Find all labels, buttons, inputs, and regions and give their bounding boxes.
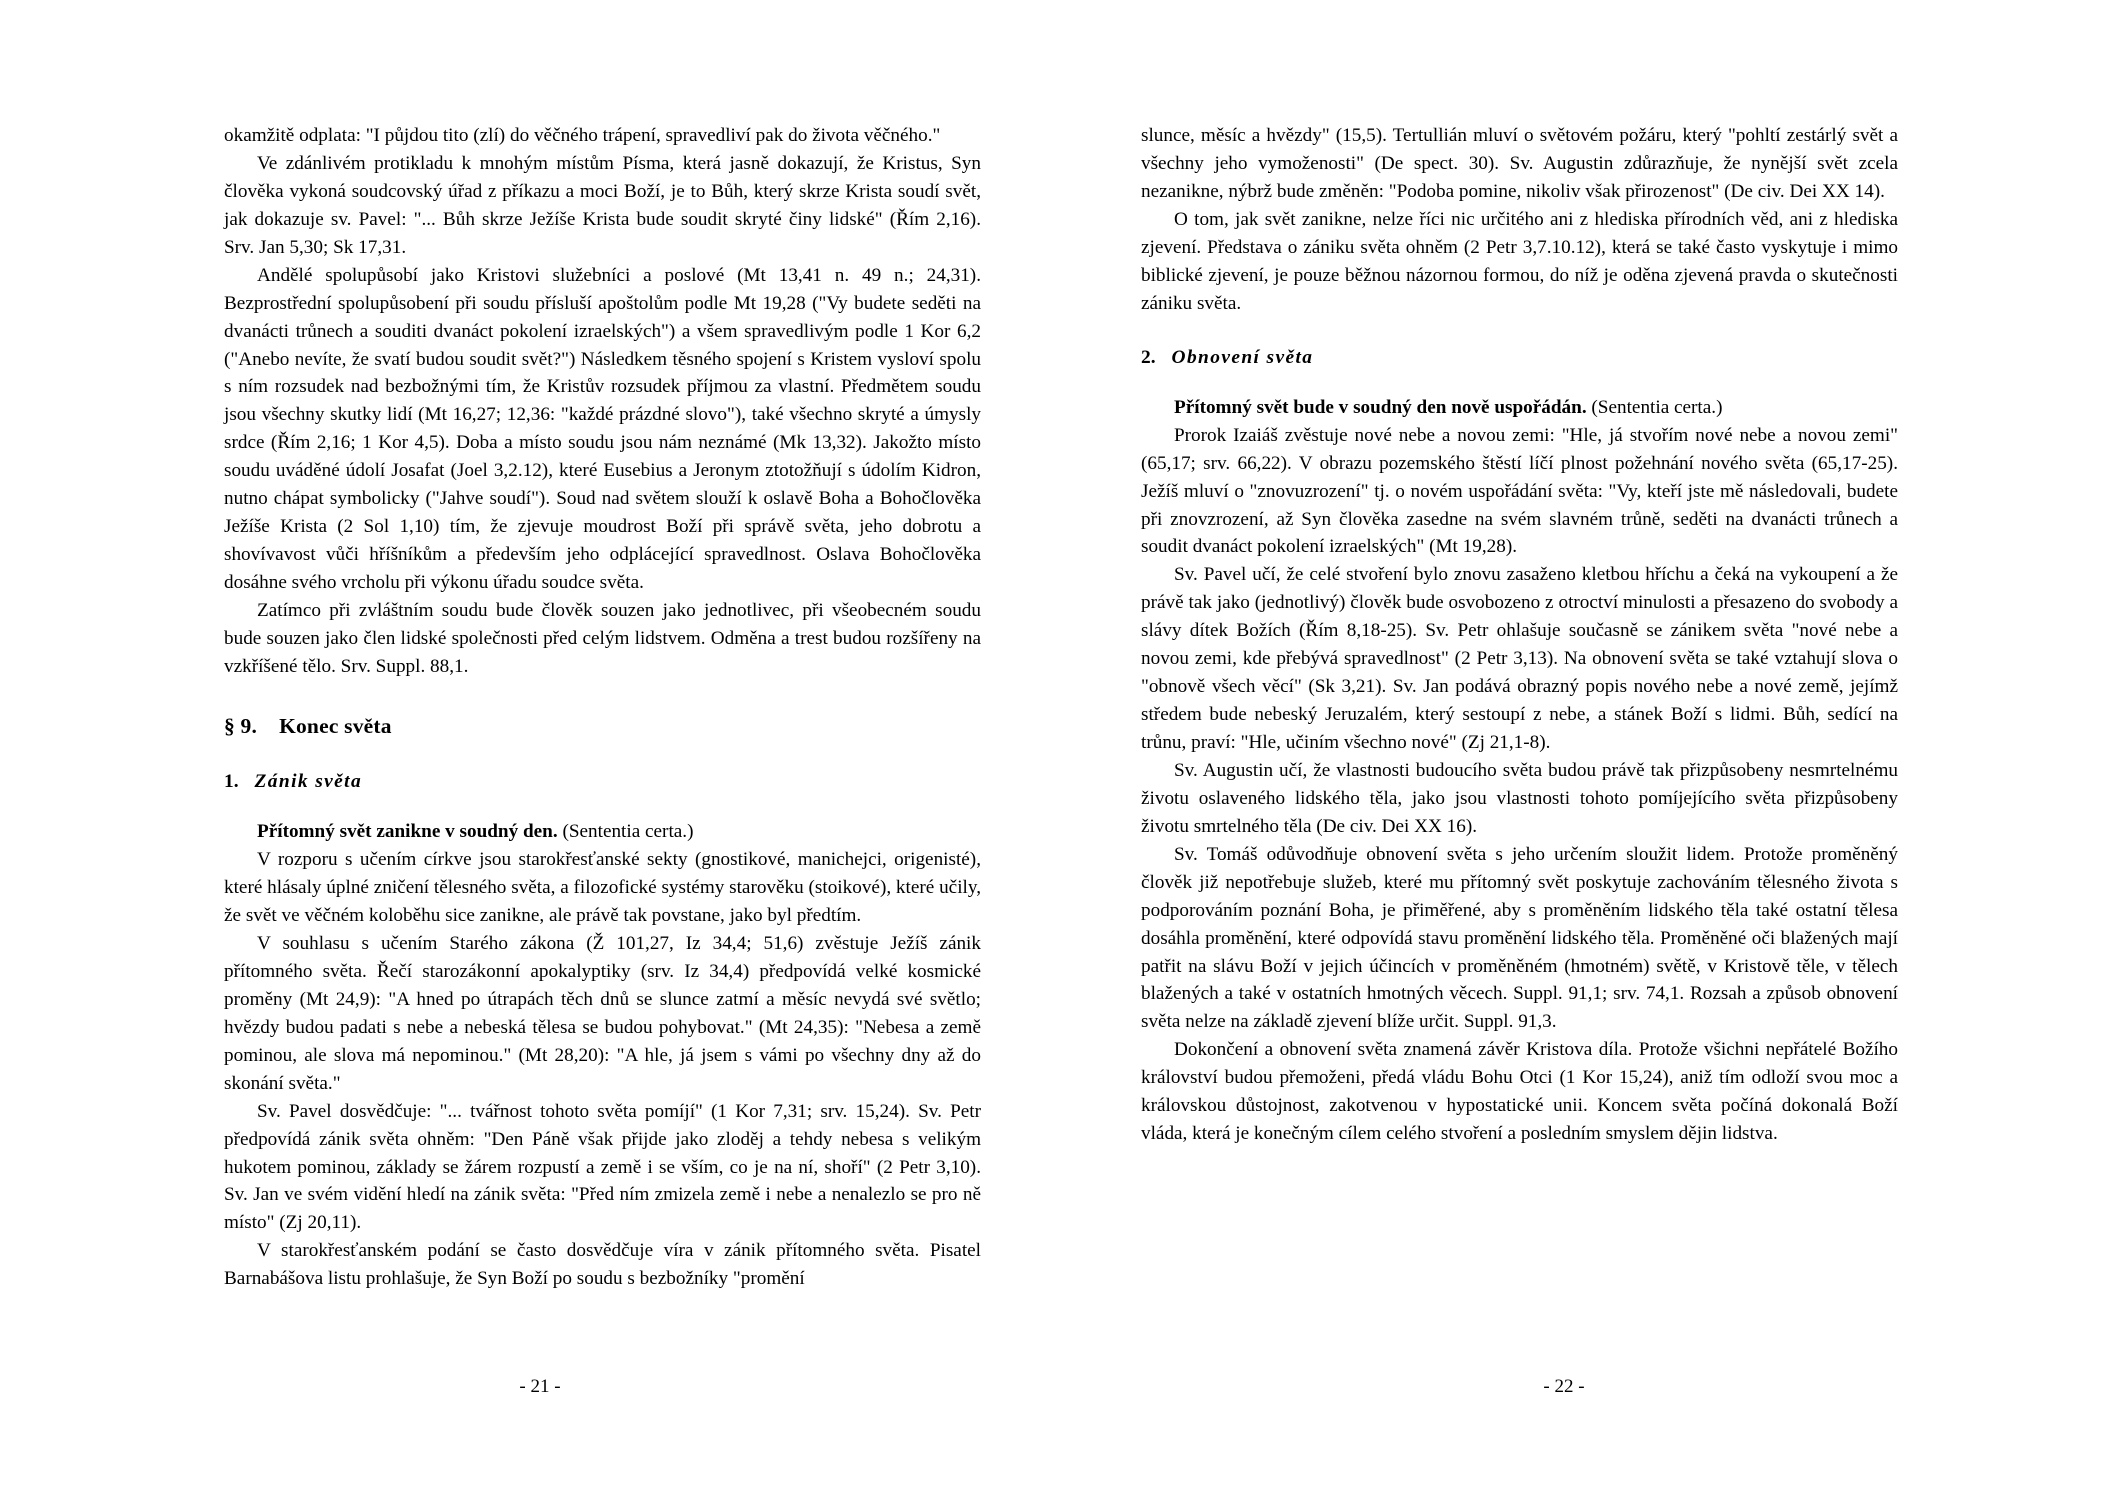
thesis-bold-text: Přítomný svět zanikne v soudný den. — [257, 821, 558, 843]
subsection-heading — [224, 768, 981, 796]
paragraph: slunce, měsíc a hvězdy" (15,5). Tertullián mluví o světovém požáru, který "pohltí zestárlý svět a všechny jeho vymoženosti" (De spect. 30). Sv. Augustin zdůrazňuje, že nynější svět zcela nezanikne, nýbrž bude změněn: "Podoba pomine, nikoliv však přirozenost" (De civ. Dei XX 14). — [1141, 125, 1898, 202]
page-number-right: - 22 - — [1543, 1376, 1585, 1397]
paragraph: V rozporu s učením církve jsou starokřesťanské sekty (gnostikové, manichejci, origenisté), které hlásaly úplné zničení tělesného světa, a filozofické systémy starověku (stoikové), které učily, že svět ve věčném koloběhu sice zanikne, ale právě tak povstane, jako byl předtím. — [224, 849, 981, 927]
thesis-statement — [1141, 394, 1898, 422]
page-number-left: - 21 - — [519, 1376, 561, 1397]
paragraph: V starokřesťanském podání se často dosvědčuje víra v zánik přítomného světa. Pisatel Barnabášova listu prohlašuje, že Syn Boží po soudu s bezbožníky "promění — [224, 1240, 981, 1290]
paragraph: Dokončení a obnovení světa znamená závěr Kristova díla. Protože všichni nepřátelé Božího království budou přemoženi, předá vládu Bohu Otci (1 Kor 15,24), aniž tím odloží svou moc a královskou důstojnost, zakotvenou v hypostatické unii. Koncem světa počíná dokonalá Boží vláda, která je konečným cílem celého stvoření a posledním smyslem dějin lidstva. — [1141, 1039, 1898, 1145]
thesis-qualifier: (Sententia certa.) — [557, 821, 694, 843]
paragraph: O tom, jak svět zanikne, nelze říci nic určitého ani z hlediska přírodních věd, ani z hlediska zjevení. Představa o zániku světa ohněm (2 Petr 3,7.10.12), která se také často vyskytuje i mimo biblické zjevení, je pouze běžnou názornou formou, do níž je oděna zjevená pravda o skutečnosti zániku světa. — [1141, 208, 1898, 314]
section-heading — [224, 711, 981, 742]
subsection-number: 2. — [1141, 346, 1156, 368]
paragraph: Sv. Pavel učí, že celé stvoření bylo znovu zasaženo kletbou hříchu a čeká na vykoupení a že právě tak jako (jednotlivý) člověk bude osvobozeno z otroctví minulosti a přesazeno do svobody a slávy dítek Božích (Řím 8,18-25). Sv. Petr ohlašuje současně se zánikem světa "nové nebe a novou zemi, kde přebývá spravedlnost" (2 Petr 3,13). Na obnovení světa se také vztahují slova o "obnově všech věcí" (Sk 3,21). Sv. Jan podává obrazný popis nového nebe a nové země, jejímž středem bude nebeský Jeruzalém, který sestoupí z nebe, a stánek Boží s lidmi. Bůh, sedící na trůnu, praví: "Hle, učiním všechno nové" (Zj 21,1-8). — [1141, 564, 1898, 754]
left-page-column — [224, 122, 981, 1293]
paragraph: okamžitě odplata: "I půjdou tito (zlí) do věčného trápení, spravedliví pak do života věčného." — [224, 125, 941, 146]
subsection-title: Zánik světa — [254, 771, 363, 793]
paragraph: V souhlasu s učením Starého zákona (Ž 101,27, Iz 34,4; 51,6) zvěstuje Ježíš zánik přítomného světa. Řečí starozákonní apokalyptiky (srv. Iz 34,4) předpovídá velké kosmické proměny (Mt 24,9): "A hned po útrapách těch dnů se slunce zatmí a měsíc nevydá své světlo; hvězdy budou padati s nebe a nebeská tělesa se budou pohybovat." (Mt 24,35): "Nebesa a země pominou, ale slova má nepominou." (Mt 28,20): "A hle, já jsem s vámi po všechny dny až do skonání světa." — [224, 933, 981, 1094]
section-number: § 9. — [224, 713, 258, 738]
section-title: Konec světa — [279, 713, 392, 738]
paragraph: Sv. Tomáš odůvodňuje obnovení světa s jeho určením sloužit lidem. Protože proměněný člověk již nepotřebuje služeb, které mu přítomný svět poskytuje zachováním tělesného života s podporováním poznání Boha, je přiměřené, aby s proměněním lidského těla také ostatní tělesa dosáhla proměnění, které odpovídá stavu proměnění lidského těla. Proměněné oči blažených mají patřit na slávu Boží v jejich účincích v proměněném (hmotném) světě, v Kristově těle, v tělech blažených a také v ostatních hmotných věcech. Suppl. 91,1; srv. 74,1. Rozsah a způsob obnovení světa nelze na základě zjevení blíže určit. Suppl. 91,3. — [1141, 843, 1898, 1033]
paragraph: Zatímco při zvláštním soudu bude člověk souzen jako jednotlivec, při všeobecném soudu bude souzen jako člen lidské společnosti před celým lidstvem. Odměna a trest budou rozšířeny na vzkříšené tělo. Srv. Suppl. 88,1. — [224, 599, 981, 677]
paragraph: Sv. Augustin učí, že vlastnosti budoucího světa budou právě tak přizpůsobeny nesmrtelnému životu oslaveného lidského těla, jako jsou vlastnosti tohoto pomíjejícího světa přizpůsobeny životu smrtelného těla (De civ. Dei XX 16). — [1141, 759, 1898, 837]
paragraph: Sv. Pavel dosvědčuje: "... tvářnost tohoto světa pomíjí" (1 Kor 7,31; srv. 15,24). Sv. Petr předpovídá zánik světa ohněm: "Den Páně však přijde jako zloděj a tehdy nebesa s velikým hukotem pominou, základy se žárem rozpustí a země i se vším, co je na ní, shoří" (2 Petr 3,10). Sv. Jan ve svém vidění hledí na zánik světa: "Před ním zmizela země i nebe a nenalezlo se pro ně místo" (Zj 20,11). — [224, 1100, 981, 1234]
thesis-statement — [224, 818, 981, 846]
right-page-column — [1141, 122, 1898, 1293]
two-column-spread — [0, 122, 2122, 1293]
subsection-number: 1. — [224, 771, 239, 793]
paragraph: Prorok Izaiáš zvěstuje nové nebe a novou zemi: "Hle, já stvořím nové nebe a novou zemi" (65,17; srv. 66,22). V obrazu pozemského štěstí líčí plnost požehnání nového světa (65,17-25). Ježíš mluví o "znovuzrození" tj. o novém uspořádání světa: "Vy, kteří jste mě následovali, budete při znovzrození, až Syn člověka zasedne na svém slavném trůně, seděti na dvanácti trůnech a soudit dvanáct pokolení izraelských" (Mt 19,28). — [1141, 424, 1898, 558]
subsection-title: Obnovení světa — [1171, 346, 1314, 368]
subsection-heading — [1141, 344, 1898, 372]
paragraph: Andělé spolupůsobí jako Kristovi služebníci a poslové (Mt 13,41 n. 49 n.; 24,31). Bezprostřední spolupůsobení při soudu přísluší apoštolům podle Mt 19,28 ("Vy budete seděti na dvanácti trůnech a souditi dvanáct pokolení izraelských") a všem spravedlivým podle 1 Kor 6,2 ("Anebo nevíte, že svatí budou soudit svět?") Následkem těsného spojení s Kristem vysloví spolu s ním rozsudek nad bezbožnými tím, že Kristův rozsudek příjmou za vlastní. Předmětem soudu jsou všechny skutky lidí (Mt 16,27; 12,36: "každé prázdné slovo"), také všechno skryté a úmysly srdce (Řím 2,16; 1 Kor 4,5). Doba a místo soudu jsou nám neznámé (Mk 13,32). Jakožto místo soudu uváděné údolí Josafat (Joel 3,2.12), které Eusebius a Jeronym ztotožňují s údolím Kidron, nutno chápat symbolicky ("Jahve soudí"). Soud nad světem slouží k oslavě Boha a Bohočlověka Ježíše Krista (2 Sol 1,10) tím, že zjevuje moudrost Boží při správě světa, jeho dobrotu a shovívavost vůči hříšníkům a především jeho odplácející spravedlnost. Oslava Bohočlověka dosáhne svého vrcholu při výkonu úřadu soudce světa. — [224, 264, 981, 593]
thesis-qualifier: (Sententia certa.) — [1586, 396, 1723, 418]
thesis-bold-text: Přítomný svět bude v soudný den nově uspořádán. — [1174, 396, 1587, 418]
paragraph: Ve zdánlivém protikladu k mnohým místům Písma, která jasně dokazují, že Kristus, Syn člověka vykoná soudcovský úřad z příkazu a moci Boží, je to Bůh, který skrze Krista soudí svět, jak dokazuje sv. Pavel: "... Bůh skrze Ježíše Krista bude soudit skryté činy lidské" (Řím 2,16). Srv. Jan 5,30; Sk 17,31. — [224, 152, 981, 258]
